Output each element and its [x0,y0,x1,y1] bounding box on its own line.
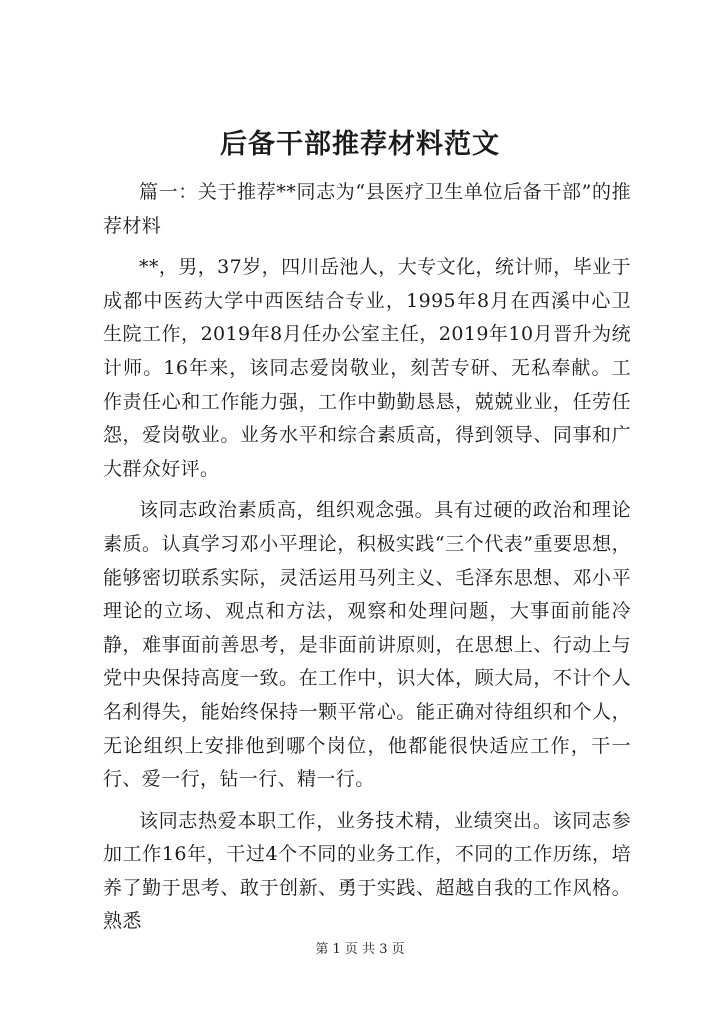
paragraph-political-quality: 该同志政治素质高，组织观念强。具有过硬的政治和理论素质。认真学习邓小平理论，积极实践“三个代表”重要思想，能够密切联系实际，灵活运用马列主义、毛泽东思想、邓小平理论的立场、观点和方法，观察和处理问题，大事面前能冷静，难事面前善思考，是非面前讲原则，在思想上、行动上与党中央保持高度一致。在工作中，识大体，顾大局，不计个人名利得失，能始终保持一颗平常心。能正确对待组织和个人，无论组织上安排他到哪个岗位，他都能很快适应工作，干一行、爱一行，钻一行、精一行。 [103,499,631,791]
section-heading: 篇一：关于推荐**同志为“县医疗卫生单位后备干部”的推荐材料 [103,181,631,237]
paragraph-profile: **，男，37岁，四川岳池人，大专文化，统计师，毕业于成都中医药大学中西医结合专业，1995年8月在西溪中心卫生院工作，2019年8月任办公室主任，2019年10月晋升为统计师。16年来，该同志爱岗敬业，刻苦专研、无私奉献。工作责任心和工作能力强，工作中勤勤恳恳，兢兢业业，任劳任怨，爱岗敬业。业务水平和综合素质高，得到领导、同事和广大群众好评。 [103,256,631,480]
document-title: 后备干部推荐材料范文 [220,129,500,160]
document-body [103,176,631,947]
paragraph-work-performance: 该同志热爱本职工作，业务技术精，业绩突出。该同志参加工作16年，干过4个不同的业务工作，不同的工作历练，培养了勤于思考、敢于创新、勇于实践、超越自我的工作风格。熟悉 [103,809,631,933]
page-number-footer: 第 1 页 共 3 页 [315,942,405,957]
